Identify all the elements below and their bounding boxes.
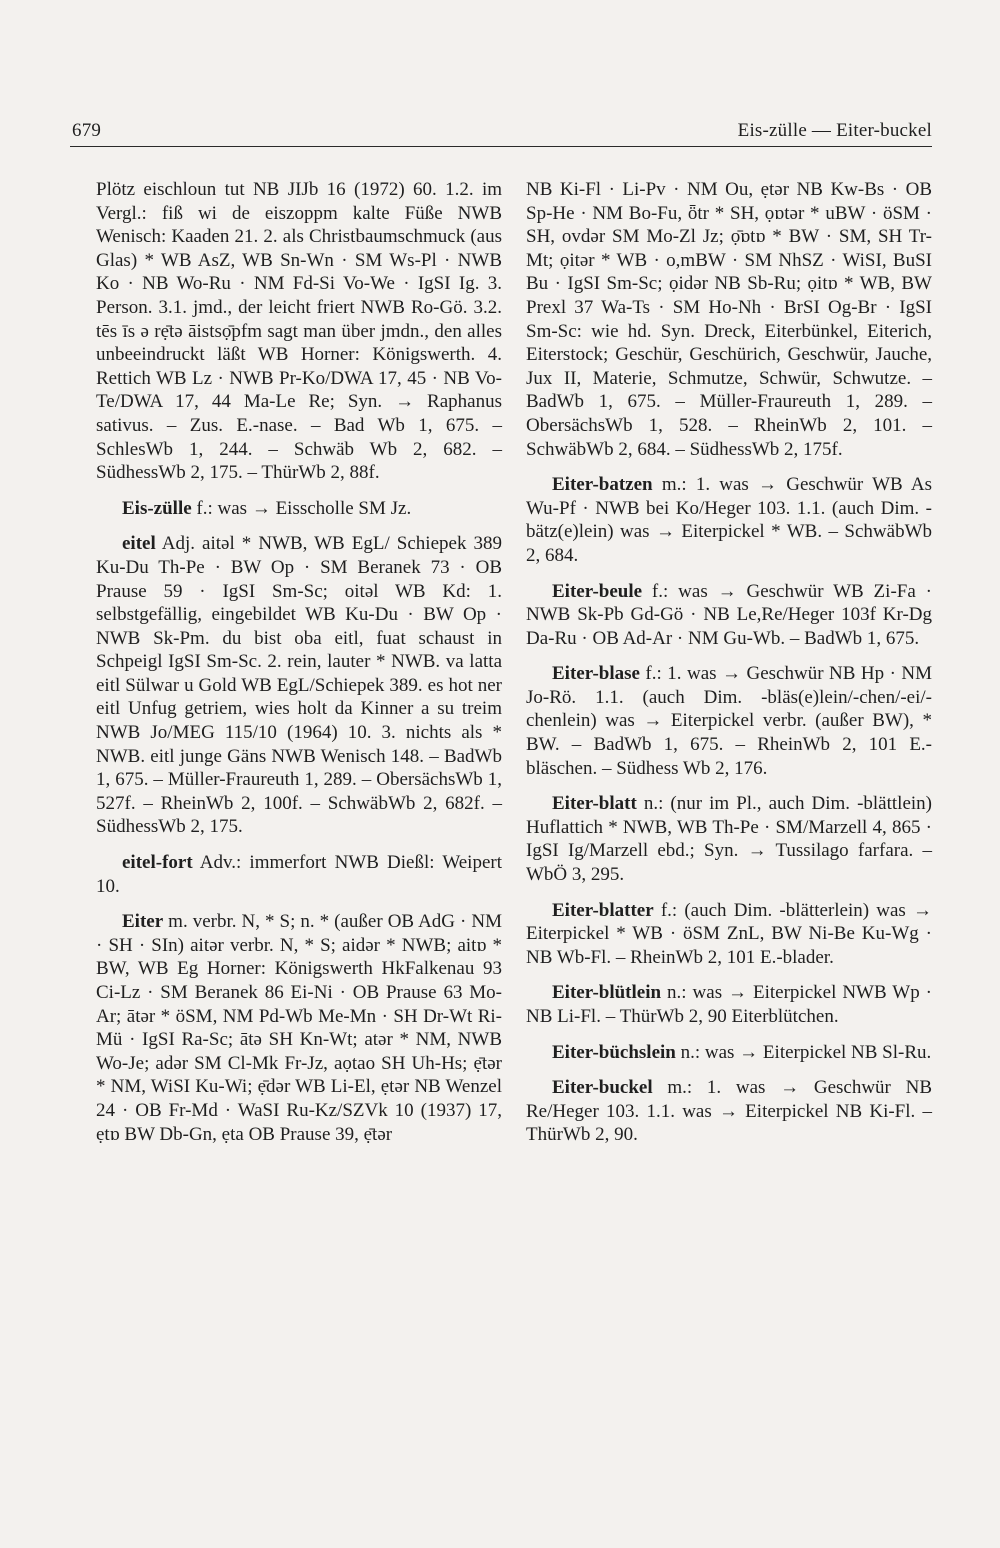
entry-continuation [526, 178, 932, 461]
entry-text: f.: (auch Dim. -blätterlein) was → Eiterpickel * WB · öSM ZnL, BW Ni-Be Ku-Wg · NB Wb-Fl. – RheinWb 2, 101 E.-blader. [526, 899, 932, 968]
entry-text: m.: 1. was → Geschwür NB Re/Heger 103. 1.1. was → Eiterpickel NB Ki-Fl. – ThürWb 2, 90. [526, 1077, 932, 1146]
entry-headword: Eiter [122, 911, 164, 933]
dictionary-entry [526, 473, 932, 567]
dictionary-entry [526, 580, 932, 651]
entry-text: f.: was → Geschwür WB Zi-Fa · NWB Sk-Pb Gd-Gö · NB Le,Re/Heger 103f Kr-Dg Da-Ru · OB Ad-Ar · NM Gu-Wb. – BadWb 1, 675. [526, 580, 932, 649]
dictionary-entry [96, 497, 502, 521]
entry-headword: Eiter-blatter [552, 899, 654, 921]
dictionary-entry [96, 910, 502, 1146]
entry-headword: eitel-fort [122, 852, 193, 874]
entry-text: f.: 1. was → Geschwür NB Hp · NM Jo-Rö. 1.1. (auch Dim. -bläs(e)lein/-chen/-ei/-chenlein) was → Eiterpickel verbr. (außer BW), * BW. – BadWb 1, 675. – RheinWb 2, 101 E.-bläschen. – Südhess Wb 2, 176. [526, 663, 932, 779]
entry-headword: Eiter-blatt [552, 793, 637, 815]
entry-text: m. verbr. N, * S; n. * (außer OB AdG · NM · SH · SIn) aitər verbr. N, * S; aidər * NWB; aitɒ * BW, WB Eg Horner: Königswerth HkFalkenau 93 Ci-Lz · SM Beranek 86 Ei-Ni · OB Prause 63 Mo-Ar; ātər * öSM, NM Pd-Wb Me-Mn · SH Dr-Wt Ri-Mü · IgSI Ra-Sc; ātə SH Kn-Wt; atər * NM, NWB Wo-Je; adər SM Cl-Mk Fr-Jz, aọtao SH Uh-Hs; ẹ̄tər * NM, WiSI Ku-Wi; ẹ̄dər WB Li-El, ẹtər NB Wenzel 24 · OB Fr-Md · WaSI Ru-Kz/SZVk 10 (1937) 17, ẹtɒ BW Db-Gn, ẹta OB Prause 39, ẹ̄tər [96, 911, 502, 1145]
entry-text: Adv.: immerfort NWB Dießl: Weipert 10. [96, 852, 502, 897]
entry-text: Adj. aitəl * NWB, WB EgL/ Schiepek 389 Ku-Du Th-Pe · BW Op · SM Beranek 73 · OB Prause 59 · IgSI Sm-Sc; oitəl WB Kd: 1. selbstgefällig, eingebildet WB Ku-Du · BW Op · NWB Sk-Pm. du bist oba eitl, fuat schaust in Schpeigl IgSI Sm-Sc. 2. rein, lauter * NWB. va latta eitl Sülwar u Gold WB EgL/Schiepek 389. es hot ner eitl Unfug getriem, wies holt da Kinner a su treim NWB Jo/MEG 115/10 (1964) 10. 3. nichts als * NWB. eitl junge Gäns NWB Wenisch 148. – BadWb 1, 675. – Müller-Fraureuth 1, 289. – ObersächsWb 1, 527f. – RheinWb 2, 100f. – SchwäbWb 2, 682f. – SüdhessWb 2, 175. [96, 533, 502, 838]
entry-headword: Eiter-batzen [552, 474, 653, 496]
dictionary-entry [526, 792, 932, 886]
entry-headword: Eiter-blase [552, 663, 640, 685]
dictionary-entry [526, 899, 932, 970]
entry-headword: Eis-zülle [122, 497, 192, 519]
entry-text: f.: was → Eisscholle SM Jz. [191, 497, 412, 519]
entry-headword: eitel [122, 533, 156, 555]
page-header [70, 120, 932, 147]
entry-text: NB Ki-Fl · Li-Pv · NM Ou, ẹtər NB Kw-Bs · OB Sp-He · NM Bo-Fu, ȫtr * SH, ọɒtər * uBW · öSM · SH, ovdər SM Mo-Zl Jz; ọ̄ɒtɒ * BW · SM, SH Tr-Mt; ọitər * WB · o,mBW · SM NhSZ · WiSI, BuSI Bu · IgSI Sm-Sc; ọidər NB Sb-Ru; ọitɒ * WB, BW Prexl 37 Wa-Ts · SM Ho-Nh · BrSI Og-Br · IgSI Sm-Sc: wie hd. Syn. Dreck, Eiterbünkel, Eiterich, Eiterstock; Geschür, Geschürich, Geschwür, Jauche, Jux II, Materie, Schmutze, Schwür, Schwutze. – BadWb 1, 675. – Müller-Fraureuth 1, 289. – ObersächsWb 1, 528. – RheinWb 2, 101. – SchwäbWb 2, 684. – SüdhessWb 2, 175f. [526, 179, 932, 460]
entry-text: Plötz eischloun tut NB JIJb 16 (1972) 60. 1.2. im Vergl.: fiß wi de eiszoppm kalte Füße NWB Wenisch: Kaaden 21. 2. als Christbaumschmuck (aus Glas) * WB AsZ, WB Sn-Wn · SM Ws-Pl · NWB Ko · NB Wo-Ru · NM Fd-Si Vo-We · IgSI Ig. 3. Person. 3.1. jmd., der leicht friert NWB Ro-Gö. 3.2. tēs īs ə rẹ̄tə āistsọ̄pfm sagt man über jmdn., den alles unbeeindruckt läßt WB Horner: Königswerth. 4. Rettich WB Lz · NWB Pr-Ko/DWA 17, 45 · NB Vo-Te/DWA 17, 44 Ma-Le Re; Syn. → Raphanus sativus. – Zus. E.-nase. – Bad Wb 1, 675. – SchlesWb 1, 244. – Schwäb Wb 2, 682. – SüdhessWb 2, 175. – ThürWb 2, 88f. [96, 179, 502, 484]
dictionary-entry [96, 532, 502, 839]
dictionary-entry [526, 662, 932, 780]
entry-headword: Eiter-büchslein [552, 1041, 676, 1063]
running-head: Eis-zülle — Eiter-buckel [737, 120, 932, 141]
dictionary-entry [96, 851, 502, 898]
entry-headword: Eiter-beule [552, 580, 643, 602]
entry-text: m.: 1. was → Geschwür WB As Wu-Pf · NWB bei Ko/Heger 103. 1.1. (auch Dim. -bätz(e)lein) was → Eiterpickel * WB. – SchwäbWb 2, 684. [526, 474, 932, 566]
left-column [96, 178, 502, 1158]
entry-headword: Eiter-blütlein [552, 982, 662, 1004]
dictionary-entry [526, 981, 932, 1028]
entry-text: n.: was → Eiterpickel NB Sl-Ru. [675, 1041, 932, 1063]
entry-text: n.: (nur im Pl., auch Dim. -blättlein) Huflattich * NWB, WB Th-Pe · SM/Marzell 4, 865 · IgSI Ig/Marzell ebd.; Syn. → Tussilago farfara. – WbÖ 3, 295. [526, 793, 932, 886]
entry-continuation [96, 178, 502, 485]
page-number: 679 [72, 120, 102, 141]
entry-headword: Eiter-buckel [552, 1077, 653, 1099]
right-column [526, 178, 932, 1159]
dictionary-entry [526, 1041, 932, 1065]
entry-text: n.: was → Eiterpickel NWB Wp · NB Li-Fl. – ThürWb 2, 90 Eiterblütchen. [526, 982, 932, 1027]
dictionary-entry [526, 1076, 932, 1147]
